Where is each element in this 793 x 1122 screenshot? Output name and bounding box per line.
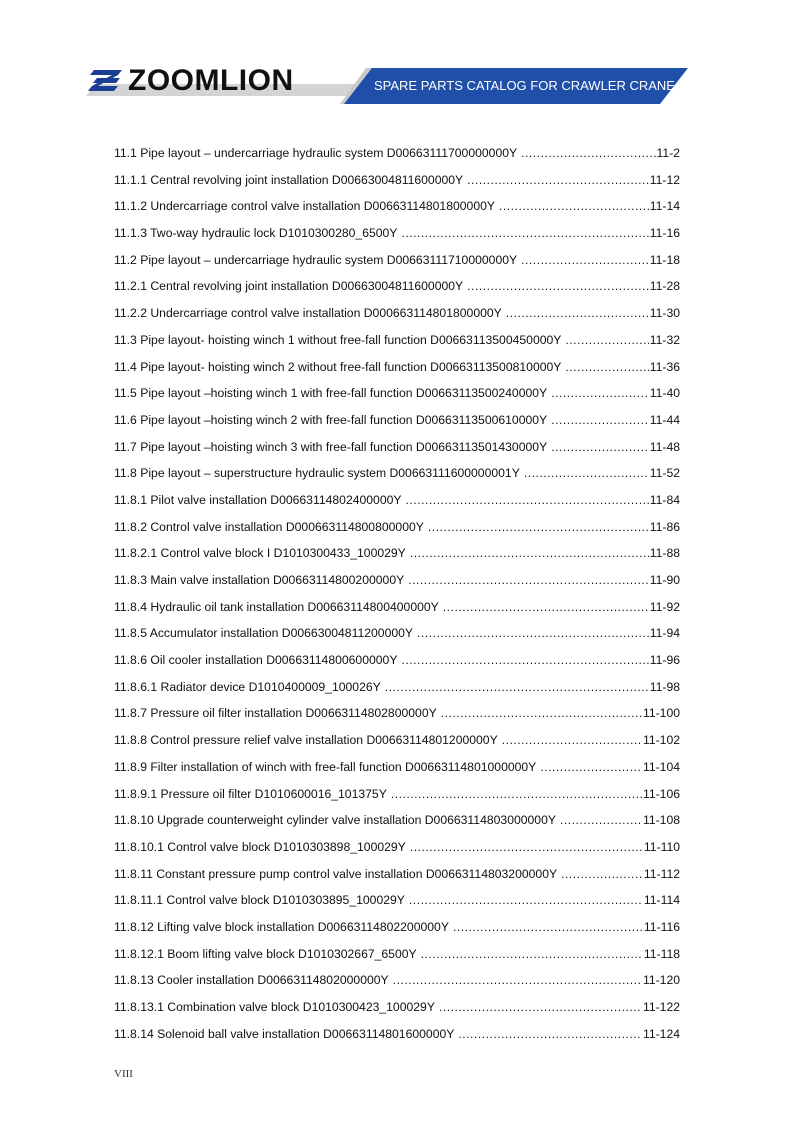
toc-entry-title: 11.8.10.1 Control valve block D1010303898_100029Y bbox=[114, 839, 406, 854]
toc-dot-leader bbox=[443, 600, 649, 614]
toc-entry[interactable] bbox=[114, 386, 680, 413]
toc-entry[interactable] bbox=[114, 893, 680, 920]
toc-entry-title: 11.8.6.1 Radiator device D1010400009_100026Y bbox=[114, 679, 381, 694]
toc-entry-page: 11-92 bbox=[649, 599, 680, 614]
toc-entry-page: 11-104 bbox=[642, 759, 680, 774]
toc-dot-leader bbox=[421, 947, 643, 961]
toc-dot-leader bbox=[409, 893, 643, 907]
toc-entry-page: 11-48 bbox=[649, 439, 680, 454]
toc-entry-page: 11-40 bbox=[649, 386, 680, 401]
toc-entry-page: 11-14 bbox=[649, 199, 680, 214]
toc-entry-title: 11.6 Pipe layout –hoisting winch 2 with free-fall function D00663113500610000Y bbox=[114, 412, 548, 427]
toc-entry-page: 11-118 bbox=[643, 946, 680, 961]
toc-entry-title: 11.1 Pipe layout – undercarriage hydraulic system D00663111700000000Y bbox=[114, 146, 518, 160]
toc-dot-leader bbox=[467, 173, 649, 187]
toc-dot-leader bbox=[410, 546, 649, 560]
toc-entry-title: 11.8.8 Control pressure relief valve installation D00663114801200000Y bbox=[114, 733, 498, 748]
toc-entry-title: 11.8.9 Filter installation of winch with free-fall function D00663114801000000Y bbox=[114, 759, 537, 774]
toc-entry-page: 11-98 bbox=[649, 679, 680, 694]
toc-entry[interactable] bbox=[114, 520, 680, 547]
toc-entry[interactable] bbox=[114, 653, 680, 680]
toc-entry-page: 11-106 bbox=[642, 786, 680, 801]
toc-entry-title: 11.1.3 Two-way hydraulic lock D1010300280_6500Y bbox=[114, 226, 398, 241]
toc-dot-leader bbox=[410, 840, 643, 854]
toc-entry-title: 11.8.2.1 Control valve block I D1010300433_100029Y bbox=[114, 546, 406, 561]
toc-entry-title: 11.8.1 Pilot valve installation D00663114802400000Y bbox=[114, 492, 402, 507]
toc-entry[interactable] bbox=[114, 199, 680, 226]
toc-dot-leader bbox=[499, 199, 649, 213]
toc-dot-leader bbox=[565, 360, 648, 374]
toc-entry[interactable] bbox=[114, 706, 680, 733]
toc-dot-leader bbox=[560, 813, 642, 827]
toc-entry-title: 11.8.12 Lifting valve block installation D00663114802200000Y bbox=[114, 919, 449, 934]
toc-entry[interactable] bbox=[114, 626, 680, 653]
toc-entry-page: 11-84 bbox=[649, 492, 680, 507]
toc-entry[interactable] bbox=[114, 466, 680, 493]
toc-entry-title: 11.5 Pipe layout –hoisting winch 1 with free-fall function D00663113500240000Y bbox=[114, 386, 548, 401]
page-number: VIII bbox=[114, 1068, 133, 1080]
brand-logo-text: ZOOMLION bbox=[128, 64, 294, 97]
toc-entry-page: 11-120 bbox=[642, 973, 680, 988]
toc-entry-page: 11-30 bbox=[649, 306, 680, 321]
toc-entry[interactable] bbox=[114, 306, 680, 333]
toc-entry[interactable] bbox=[114, 146, 680, 173]
toc-entry-title: 11.8.7 Pressure oil filter installation D00663114802800000Y bbox=[114, 706, 437, 721]
header-graphic bbox=[0, 0, 793, 120]
toc-dot-leader bbox=[458, 1027, 642, 1041]
toc-entry[interactable] bbox=[114, 867, 680, 894]
toc-entry-title: 11.8.13.1 Combination valve block D1010300423_100029Y bbox=[114, 1000, 435, 1014]
toc-entry-title: 11.1.2 Undercarriage control valve installation D00663114801800000Y bbox=[114, 199, 496, 214]
toc-dot-leader bbox=[401, 226, 648, 240]
toc-entry-page: 11-112 bbox=[643, 866, 680, 881]
toc-dot-leader bbox=[561, 867, 643, 881]
toc-entry-title: 11.8.11.1 Control valve block D1010303895_100029Y bbox=[114, 893, 405, 908]
toc-entry-page: 11-12 bbox=[649, 172, 680, 187]
toc-entry[interactable] bbox=[114, 920, 680, 947]
toc-entry[interactable] bbox=[114, 226, 680, 253]
toc-entry-page: 11-108 bbox=[642, 813, 680, 828]
toc-entry-page: 11-32 bbox=[649, 332, 680, 347]
toc-dot-leader bbox=[391, 787, 642, 801]
catalog-banner-title: SPARE PARTS CATALOG FOR CRAWLER CRANE bbox=[374, 78, 675, 93]
toc-entry[interactable] bbox=[114, 413, 680, 440]
toc-entry-page: 11-16 bbox=[649, 226, 680, 241]
toc-entry-title: 11.8.4 Hydraulic oil tank installation D00663114800400000Y bbox=[114, 599, 439, 614]
toc-entry-page: 11-86 bbox=[649, 519, 680, 534]
toc-entry-title: 11.8.12.1 Boom lifting valve block D1010302667_6500Y bbox=[114, 946, 417, 961]
toc-entry-page: 11-88 bbox=[649, 546, 680, 561]
toc-entry-title: 11.7 Pipe layout –hoisting winch 3 with free-fall function D00663113501430000Y bbox=[114, 439, 548, 454]
toc-entry-page: 11-28 bbox=[649, 279, 680, 294]
toc-entry[interactable] bbox=[114, 333, 680, 360]
toc-entry-title: 11.8.9.1 Pressure oil filter D1010600016_101375Y bbox=[114, 786, 387, 801]
toc-entry-page: 11-2 bbox=[656, 146, 680, 160]
toc-dot-leader bbox=[565, 333, 648, 347]
toc-entry-title: 11.2.1 Central revolving joint installation D00663004811600000Y bbox=[114, 279, 464, 294]
toc-entry[interactable] bbox=[114, 733, 680, 760]
toc-entry-page: 11-94 bbox=[649, 626, 680, 641]
toc-dot-leader bbox=[439, 1000, 642, 1014]
toc-entry[interactable] bbox=[114, 440, 680, 467]
toc-entry-page: 11-90 bbox=[649, 573, 680, 587]
toc-entry-title: 11.8 Pipe layout – superstructure hydraulic system D00663111600000001Y bbox=[114, 466, 520, 481]
toc-entry-title: 11.2 Pipe layout – undercarriage hydraulic system D00663111710000000Y bbox=[114, 252, 518, 267]
toc-entry-title: 11.3 Pipe layout- hoisting winch 1 without free-fall function D00663113500450000Y bbox=[114, 332, 562, 347]
toc-entry-page: 11-100 bbox=[642, 706, 680, 721]
toc-entry-page: 11-110 bbox=[643, 839, 680, 854]
toc-entry[interactable] bbox=[114, 573, 680, 600]
toc-entry-title: 11.1.1 Central revolving joint installation D00663004811600000Y bbox=[114, 172, 464, 187]
toc-entry[interactable] bbox=[114, 546, 680, 573]
toc-dot-leader bbox=[524, 466, 649, 480]
toc-entry[interactable] bbox=[114, 253, 680, 280]
toc-dot-leader bbox=[393, 973, 642, 987]
toc-entry-title: 11.8.13 Cooler installation D00663114802000000Y bbox=[114, 973, 389, 988]
toc-entry[interactable] bbox=[114, 680, 680, 707]
toc-entry[interactable] bbox=[114, 279, 680, 306]
toc-entry-page: 11-44 bbox=[649, 412, 680, 427]
toc-entry-title: 11.4 Pipe layout- hoisting winch 2 without free-fall function D00663113500810000Y bbox=[114, 359, 562, 374]
toc-entry-page: 11-114 bbox=[643, 893, 680, 908]
toc-entry[interactable] bbox=[114, 973, 680, 1000]
toc-entry-page: 11-52 bbox=[649, 466, 680, 481]
toc-dot-leader bbox=[540, 760, 642, 774]
toc-entry[interactable] bbox=[114, 600, 680, 627]
toc-dot-leader bbox=[521, 253, 649, 267]
toc-entry[interactable] bbox=[114, 840, 680, 867]
toc-entry-title: 11.8.2 Control valve installation D000663114800800000Y bbox=[114, 519, 424, 534]
toc-entry-page: 11-122 bbox=[642, 1000, 680, 1014]
toc-entry[interactable] bbox=[114, 173, 680, 200]
toc-dot-leader bbox=[406, 493, 649, 507]
toc-dot-leader bbox=[551, 386, 649, 400]
toc-entry[interactable] bbox=[114, 760, 680, 787]
toc-dot-leader bbox=[506, 306, 649, 320]
toc-entry-page: 11-124 bbox=[642, 1026, 680, 1041]
toc-dot-leader bbox=[408, 573, 649, 587]
toc-entry-title: 11.8.6 Oil cooler installation D00663114800600000Y bbox=[114, 653, 398, 668]
toc-dot-leader bbox=[428, 520, 649, 534]
toc-dot-leader bbox=[521, 146, 655, 160]
toc-entry[interactable] bbox=[114, 360, 680, 387]
table-of-contents bbox=[114, 146, 680, 1053]
toc-entry[interactable] bbox=[114, 1027, 680, 1054]
toc-entry-page: 11-102 bbox=[642, 733, 680, 748]
toc-dot-leader bbox=[401, 653, 648, 667]
toc-dot-leader bbox=[551, 413, 649, 427]
toc-entry-page: 11-36 bbox=[649, 359, 680, 374]
toc-dot-leader bbox=[417, 626, 649, 640]
toc-dot-leader bbox=[441, 706, 642, 720]
toc-entry-page: 11-116 bbox=[643, 919, 680, 934]
toc-dot-leader bbox=[467, 279, 649, 293]
page-header bbox=[0, 0, 793, 120]
toc-entry-page: 11-18 bbox=[649, 252, 680, 267]
toc-dot-leader bbox=[453, 920, 643, 934]
toc-entry-title: 11.8.3 Main valve installation D00663114800200000Y bbox=[114, 573, 405, 587]
toc-dot-leader bbox=[551, 440, 649, 454]
toc-entry-title: 11.2.2 Undercarriage control valve installation D000663114801800000Y bbox=[114, 306, 502, 321]
toc-entry-page: 11-96 bbox=[649, 653, 680, 668]
toc-entry-title: 11.8.14 Solenoid ball valve installation D00663114801600000Y bbox=[114, 1026, 455, 1041]
toc-dot-leader bbox=[385, 680, 649, 694]
toc-entry-title: 11.8.11 Constant pressure pump control valve installation D00663114803200000Y bbox=[114, 866, 558, 881]
toc-entry[interactable] bbox=[114, 947, 680, 974]
toc-entry-title: 11.8.5 Accumulator installation D00663004811200000Y bbox=[114, 626, 414, 641]
toc-entry-title: 11.8.10 Upgrade counterweight cylinder valve installation D00663114803000000Y bbox=[114, 813, 556, 828]
toc-entry[interactable] bbox=[114, 787, 680, 814]
toc-entry[interactable] bbox=[114, 1000, 680, 1027]
toc-entry[interactable] bbox=[114, 813, 680, 840]
toc-dot-leader bbox=[502, 733, 642, 747]
toc-entry[interactable] bbox=[114, 493, 680, 520]
